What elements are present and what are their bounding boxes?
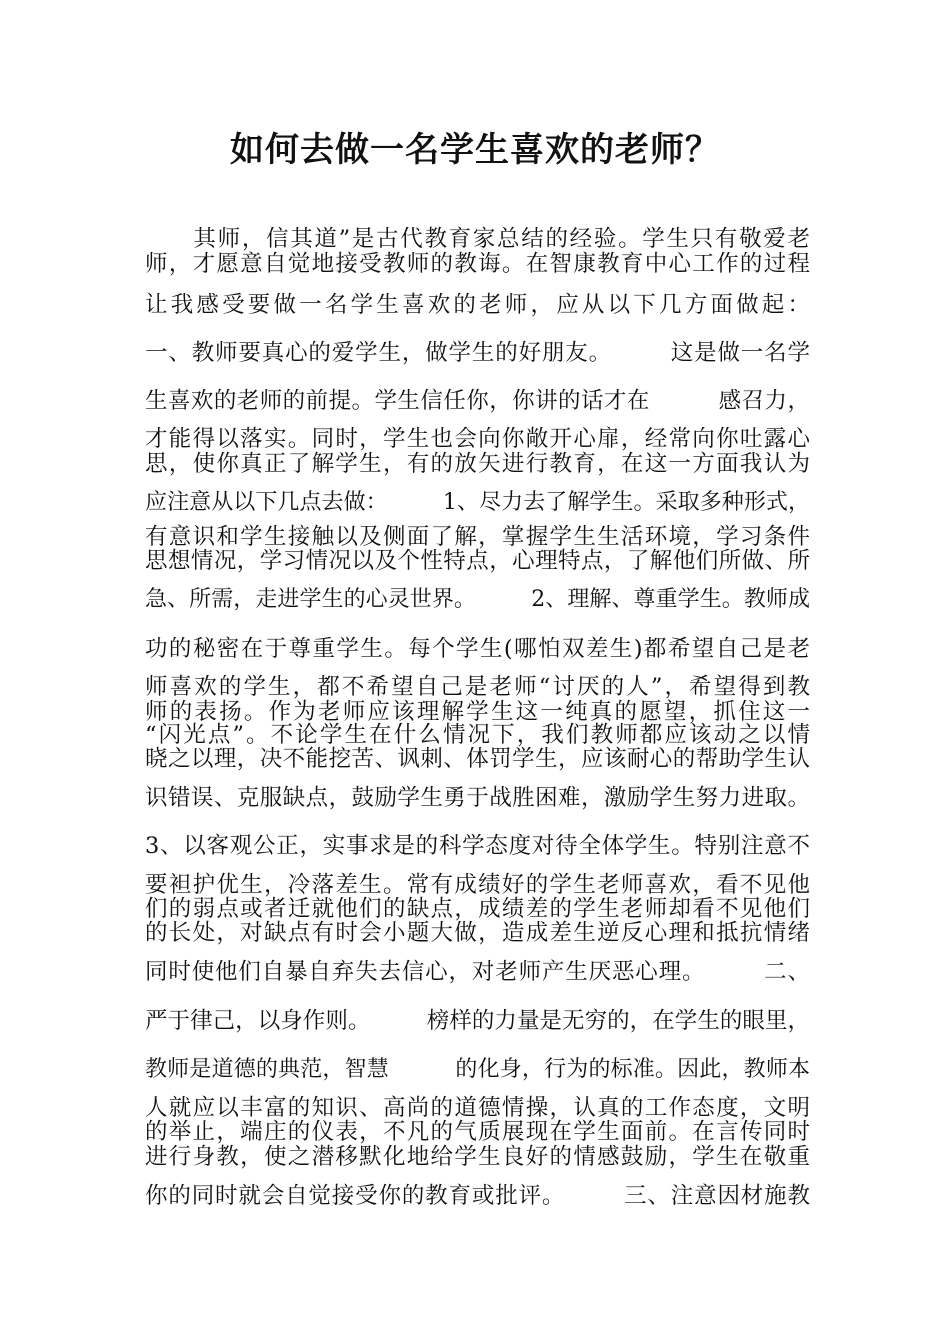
body-line: 3、以客观公正，实事求是的科学态度对待全体学生。特别注意不: [145, 833, 810, 859]
body-line: 们的弱点或者迁就他们的缺点，成绩差的学生老师却看不见他们: [145, 896, 810, 922]
body-line: 其师，信其道”是古代教育家总结的经验。学生只有敬爱老: [145, 226, 810, 252]
body-line: 师喜欢的学生，都不希望自己是老师“讨厌的人”，希望得到教: [145, 674, 810, 700]
body-line: 让我感受要做一名学生喜欢的老师，应从以下几方面做起：: [145, 292, 810, 318]
body-line: 思，使你真正了解学生，有的放矢进行教育，在这一方面我认为: [145, 451, 810, 477]
body-line: 师的表扬。作为老师应该理解学生这一纯真的愿望，抓住这一: [145, 699, 810, 725]
body-line: 才能得以落实。同时，学生也会向你敞开心扉，经常向你吐露心: [145, 426, 810, 452]
body-line: 识错误、克服缺点，鼓励学生勇于战胜困难，激励学生努力进取。: [145, 785, 810, 811]
page-title: 如何去做一名学生喜欢的老师？: [230, 130, 720, 170]
body-line: 思想情况，学习情况以及个性特点，心理特点，了解他们所做、所: [145, 548, 810, 574]
body-line: 急、所需，走进学生的心灵世界。 2、理解、尊重学生。教师成: [145, 587, 810, 612]
body-line: 应注意从以下几点去做： 1、尽力去了解学生。采取多种形式，: [145, 490, 810, 515]
body-line: 晓之以理，决不能挖苦、讽刺、体罚学生，应该耐心的帮助学生认: [145, 746, 810, 772]
body-line: 进行身教，使之潜移默化地给学生良好的情感鼓励，学生在敬重: [145, 1144, 810, 1170]
body-line: 师，才愿意自觉地接受教师的教诲。在智康教育中心工作的过程: [145, 251, 810, 277]
body-line: 的举止，端庄的仪表，不凡的气质展现在学生面前。在言传同时: [145, 1119, 810, 1145]
body-line: 一、教师要真心的爱学生，做学生的好朋友。 这是做一名学: [145, 340, 810, 366]
body-line: 严于律己，以身作则。 榜样的力量是无穷的，在学生的眼里，: [145, 1008, 810, 1034]
body-line: 要袒护优生，冷落差生。常有成绩好的学生老师喜欢，看不见他: [145, 872, 810, 898]
body-line: 有意识和学生接触以及侧面了解，掌握学生生活环境，学习条件: [145, 524, 810, 550]
body-line: 人就应以丰富的知识、高尚的道德情操，认真的工作态度，文明: [145, 1095, 810, 1121]
body-line: 功的秘密在于尊重学生。每个学生(哪怕双差生)都希望自己是老: [145, 636, 810, 662]
body-line: 你的同时就会自觉接受你的教育或批评。 三、注意因材施教: [145, 1183, 810, 1209]
body-line: 的长处，对缺点有时会小题大做，造成差生逆反心理和抵抗情绪: [145, 920, 810, 946]
body-line: 生喜欢的老师的前提。学生信任你，你讲的话才在 感召力，: [145, 388, 810, 414]
body-line: 教师是道德的典范，智慧 的化身，行为的标准。因此，教师本: [145, 1057, 810, 1082]
body-line: 同时使他们自暴自弃失去信心，对老师产生厌恶心理。 二、: [145, 959, 810, 985]
body-line: “闪光点”。不论学生在什么情况下，我们教师都应该动之以情: [145, 722, 810, 748]
